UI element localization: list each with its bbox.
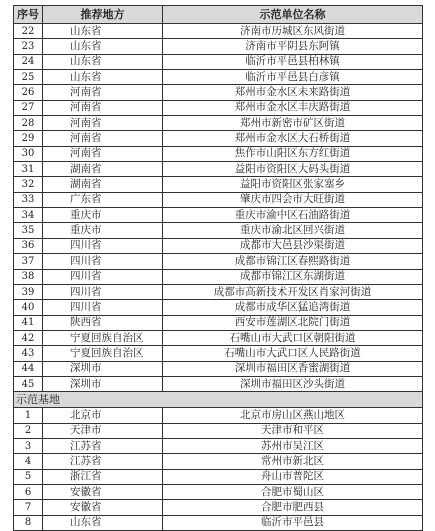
index-cell: 31 xyxy=(14,162,43,177)
unit-name-cell: 成都市锦江区东湖街道 xyxy=(163,269,423,284)
unit-name-cell: 郑州市新密市矿区街道 xyxy=(163,116,423,131)
table-row xyxy=(14,238,423,253)
index-cell: 26 xyxy=(14,85,43,100)
index-cell: 3 xyxy=(14,438,43,453)
unit-name-cell: 西安市莲湖区北院门街道 xyxy=(163,315,423,330)
index-cell: 37 xyxy=(14,254,43,269)
index-cell: 25 xyxy=(14,70,43,85)
unit-name-cell: 益阳市资阳区大码头街道 xyxy=(163,162,423,177)
table-row xyxy=(14,500,423,515)
region-cell: 四川省 xyxy=(43,284,163,299)
table-row xyxy=(14,469,423,484)
unit-name-cell: 合肥市蜀山区 xyxy=(163,484,423,499)
unit-name-cell: 郑州市金水区丰庆路街道 xyxy=(163,100,423,115)
table-row xyxy=(14,146,423,161)
table-row xyxy=(14,116,423,131)
unit-name-cell: 合肥市肥西县 xyxy=(163,500,423,515)
index-cell: 44 xyxy=(14,361,43,376)
table-row xyxy=(14,454,423,469)
unit-name-cell: 天津市和平区 xyxy=(163,423,423,438)
unit-name-cell: 常州市新北区 xyxy=(163,454,423,469)
unit-name-cell: 济南市平阴县东阿镇 xyxy=(163,39,423,54)
table-row xyxy=(14,408,423,423)
index-cell: 43 xyxy=(14,346,43,361)
region-cell: 河南省 xyxy=(43,116,163,131)
region-cell: 湖南省 xyxy=(43,162,163,177)
table-row xyxy=(14,85,423,100)
index-cell: 22 xyxy=(14,24,43,39)
index-cell: 35 xyxy=(14,223,43,238)
region-cell: 山东省 xyxy=(43,24,163,39)
header-index: 序号 xyxy=(14,6,43,24)
unit-name-cell: 临沂市平邑县 xyxy=(163,515,423,530)
section-title: 示范基地 xyxy=(14,392,423,408)
region-cell: 河南省 xyxy=(43,85,163,100)
index-cell: 38 xyxy=(14,269,43,284)
unit-name-cell: 成都市高新技术开发区肖家河街道 xyxy=(163,284,423,299)
table-row xyxy=(14,515,423,530)
table-row xyxy=(14,438,423,453)
unit-name-cell: 临沂市平邑县白彦镇 xyxy=(163,70,423,85)
index-cell: 5 xyxy=(14,469,43,484)
header-region: 推荐地方 xyxy=(43,6,163,24)
region-cell: 安徽省 xyxy=(43,500,163,515)
index-cell: 33 xyxy=(14,192,43,207)
index-cell: 7 xyxy=(14,500,43,515)
table-row xyxy=(14,223,423,238)
table-body xyxy=(14,24,423,531)
region-cell: 河南省 xyxy=(43,131,163,146)
index-cell: 23 xyxy=(14,39,43,54)
region-cell: 天津市 xyxy=(43,423,163,438)
region-cell: 山东省 xyxy=(43,515,163,530)
region-cell: 重庆市 xyxy=(43,208,163,223)
index-cell: 39 xyxy=(14,284,43,299)
table-row xyxy=(14,346,423,361)
region-cell: 山东省 xyxy=(43,54,163,69)
unit-name-cell: 成都市成华区猛追湾街道 xyxy=(163,300,423,315)
index-cell: 29 xyxy=(14,131,43,146)
index-cell: 40 xyxy=(14,300,43,315)
unit-name-cell: 重庆市渝中区石油路街道 xyxy=(163,208,423,223)
region-cell: 宁夏回族自治区 xyxy=(43,346,163,361)
table-row xyxy=(14,70,423,85)
document-page xyxy=(13,5,422,531)
table-row xyxy=(14,300,423,315)
table-row xyxy=(14,315,423,330)
index-cell: 4 xyxy=(14,454,43,469)
table-row xyxy=(14,131,423,146)
table-row xyxy=(14,100,423,115)
unit-name-cell: 石嘴山市大武口区人民路街道 xyxy=(163,346,423,361)
table-row xyxy=(14,162,423,177)
demonstration-units-table xyxy=(13,5,423,531)
unit-name-cell: 北京市房山区燕山地区 xyxy=(163,408,423,423)
unit-name-cell: 肇庆市四会市大旺街道 xyxy=(163,192,423,207)
index-cell: 45 xyxy=(14,376,43,391)
unit-name-cell: 成都市大邑县沙渠街道 xyxy=(163,238,423,253)
region-cell: 山东省 xyxy=(43,39,163,54)
region-cell: 四川省 xyxy=(43,300,163,315)
index-cell: 41 xyxy=(14,315,43,330)
region-cell: 北京市 xyxy=(43,408,163,423)
table-row xyxy=(14,361,423,376)
region-cell: 河南省 xyxy=(43,100,163,115)
index-cell: 2 xyxy=(14,423,43,438)
region-cell: 宁夏回族自治区 xyxy=(43,330,163,345)
unit-name-cell: 舟山市普陀区 xyxy=(163,469,423,484)
region-cell: 广东省 xyxy=(43,192,163,207)
table-row xyxy=(14,254,423,269)
region-cell: 四川省 xyxy=(43,238,163,253)
table-row xyxy=(14,39,423,54)
unit-name-cell: 济南市历城区东风街道 xyxy=(163,24,423,39)
unit-name-cell: 益阳市资阳区张家塞乡 xyxy=(163,177,423,192)
region-cell: 深圳市 xyxy=(43,376,163,391)
index-cell: 42 xyxy=(14,330,43,345)
header-unit-name: 示范单位名称 xyxy=(163,6,423,24)
table-row xyxy=(14,269,423,284)
region-cell: 重庆市 xyxy=(43,223,163,238)
unit-name-cell: 郑州市金水区大石桥街道 xyxy=(163,131,423,146)
table-row xyxy=(14,208,423,223)
table-row xyxy=(14,284,423,299)
region-cell: 湖南省 xyxy=(43,177,163,192)
unit-name-cell: 成都市锦江区春熙路街道 xyxy=(163,254,423,269)
table-row xyxy=(14,330,423,345)
index-cell: 27 xyxy=(14,100,43,115)
region-cell: 山东省 xyxy=(43,70,163,85)
unit-name-cell: 石嘴山市大武口区朝阳街道 xyxy=(163,330,423,345)
index-cell: 6 xyxy=(14,484,43,499)
region-cell: 陕西省 xyxy=(43,315,163,330)
unit-name-cell: 焦作市山阳区东方红街道 xyxy=(163,146,423,161)
table-row xyxy=(14,376,423,391)
table-row xyxy=(14,423,423,438)
index-cell: 1 xyxy=(14,408,43,423)
index-cell: 30 xyxy=(14,146,43,161)
index-cell: 24 xyxy=(14,54,43,69)
unit-name-cell: 重庆市渝北区回兴街道 xyxy=(163,223,423,238)
region-cell: 安徽省 xyxy=(43,484,163,499)
region-cell: 深圳市 xyxy=(43,361,163,376)
index-cell: 32 xyxy=(14,177,43,192)
section-row xyxy=(14,392,423,408)
unit-name-cell: 深圳市福田区香蜜湖街道 xyxy=(163,361,423,376)
index-cell: 8 xyxy=(14,515,43,530)
region-cell: 四川省 xyxy=(43,254,163,269)
unit-name-cell: 苏州市吴江区 xyxy=(163,438,423,453)
table-row xyxy=(14,177,423,192)
table-row xyxy=(14,484,423,499)
table-header-row xyxy=(14,6,423,24)
index-cell: 28 xyxy=(14,116,43,131)
index-cell: 36 xyxy=(14,238,43,253)
region-cell: 浙江省 xyxy=(43,469,163,484)
region-cell: 江苏省 xyxy=(43,438,163,453)
table-row xyxy=(14,54,423,69)
unit-name-cell: 临沂市平邑县柏林镇 xyxy=(163,54,423,69)
unit-name-cell: 郑州市金水区未来路街道 xyxy=(163,85,423,100)
table-row xyxy=(14,192,423,207)
table-row xyxy=(14,24,423,39)
region-cell: 四川省 xyxy=(43,269,163,284)
unit-name-cell: 深圳市福田区沙头街道 xyxy=(163,376,423,391)
region-cell: 江苏省 xyxy=(43,454,163,469)
region-cell: 河南省 xyxy=(43,146,163,161)
index-cell: 34 xyxy=(14,208,43,223)
